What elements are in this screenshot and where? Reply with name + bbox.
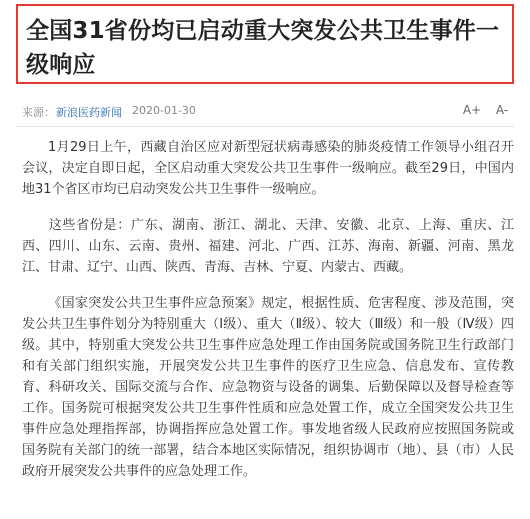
paragraph-text: 1月29日上午，西藏自治区应对新型冠状病毒感染的肺炎疫情工作领导小组召开会议，决定自即日起，全区启动重大突发公共卫生事件一级响应。截至29日，中国内地31个省区市均已启动突发公共卫生事件一级响应。 <box>22 140 514 197</box>
article-title: 全国31省份均已启动重大突发公共卫生事件一级响应 <box>26 18 500 78</box>
font-increase-button[interactable]: A+ <box>462 103 482 117</box>
article-paragraph <box>22 293 514 482</box>
font-decrease-button[interactable]: A- <box>495 103 509 117</box>
headline-highlight-box <box>16 4 514 84</box>
meta-divider <box>16 126 514 127</box>
article-paragraph <box>22 215 514 278</box>
source-label: 来源： <box>22 106 55 119</box>
article-paragraph <box>22 137 514 200</box>
article-meta <box>22 100 512 122</box>
paragraph-text: 这些省份是：广东、湖南、浙江、湖北、天津、安徽、北京、上海、重庆、江西、四川、山东、云南、贵州、福建、河北、广西、江苏、海南、新疆、河南、黑龙江、甘肃、辽宁、山西、陕西、青海、吉林、宁夏、内蒙古、西藏。 <box>22 218 514 275</box>
source-link[interactable]: 新浪医药新闻 <box>56 106 122 119</box>
paragraph-text: 《国家突发公共卫生事件应急预案》规定，根据性质、危害程度、涉及范围，突发公共卫生事件划分为特别重大（Ⅰ级）、重大（Ⅱ级）、较大（Ⅲ级）和一般（Ⅳ级）四级。其中，特别重大突发公共卫生事件应急处理工作由国务院或国务院卫生行政部门和有关部门组织实施，开展突发公共卫生事件的医疗卫生应急、信息发布、宣传教育、科研攻关、国际交流与合作、应急物资与设备的调集、后勤保障以及督导检查等工作。国务院可根据突发公共卫生事件性质和应急处置工作，成立全国突发公共卫生事件应急处理指挥部，协调指挥应急处置工作。事发地省级人民政府应按照国务院或国务院有关部门的统一部署，结合本地区实际情况，组织协调市（地）、县（市）人民政府开展突发公共事件的应急处理工作。 <box>22 296 514 479</box>
publish-date: 2020-01-30 <box>132 104 196 117</box>
article-body <box>22 137 514 497</box>
